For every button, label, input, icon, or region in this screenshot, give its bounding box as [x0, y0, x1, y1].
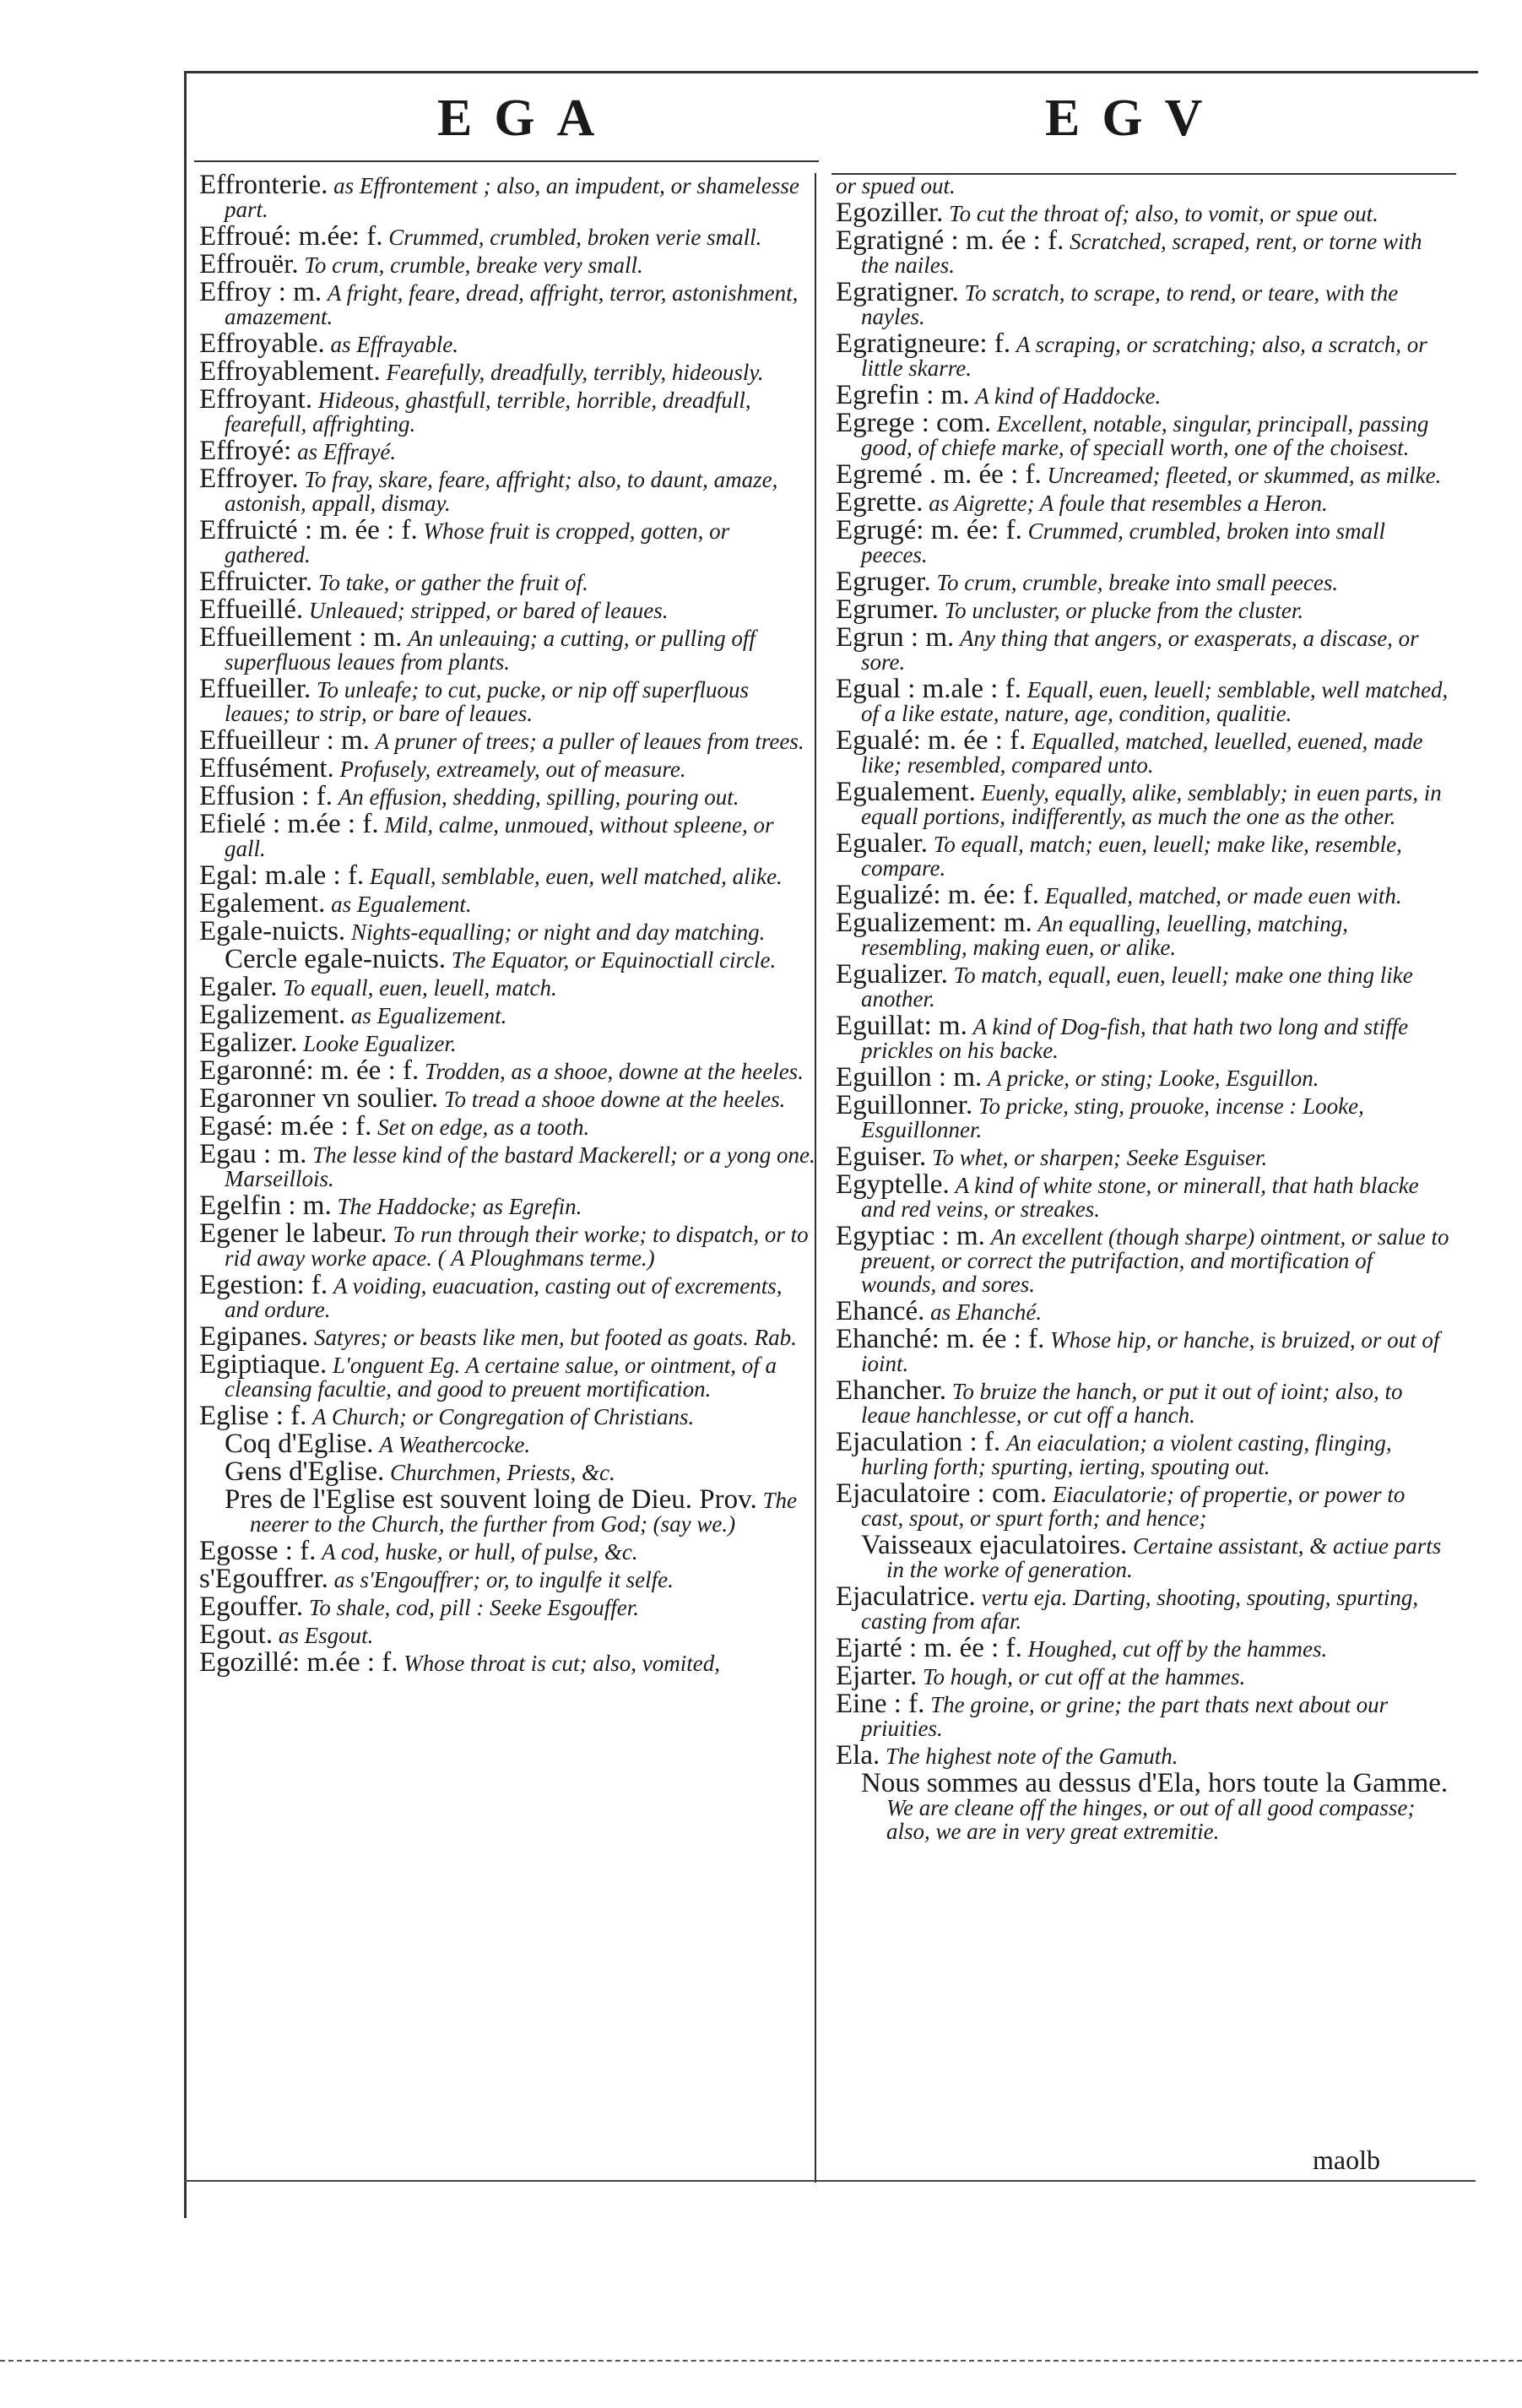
entry-headword: Ehanché: m. ée : f. [836, 1324, 1045, 1354]
dictionary-entry [836, 567, 1452, 597]
dictionary-entry [836, 277, 1452, 329]
dictionary-entry [199, 277, 815, 329]
dictionary-entry [199, 1000, 815, 1030]
entry-definition: Looke Egualizer. [303, 1031, 457, 1056]
entry-definition: An effusion, shedding, spilling, pouring out. [338, 784, 739, 810]
dictionary-entry [199, 1564, 815, 1594]
entry-definition: To equall, euen, leuell, match. [283, 975, 557, 1001]
dictionary-entry [199, 781, 815, 811]
entry-definition: Uncreamed; fleeted, or skummed, as milke. [1047, 463, 1442, 488]
entry-headword: Effusément. [199, 753, 334, 784]
entry-definition: The highest note of the Gamuth. [885, 1744, 1178, 1769]
entry-headword: Egaronné: m. ée : f. [199, 1055, 420, 1086]
entry-definition: To run through their worke; to dispatch, or to rid away worke apace. ( A Ploughmans terme.) [225, 1222, 809, 1271]
dictionary-entry [199, 916, 815, 946]
entry-definition: Equall, euen, leuell; semblable, well matched, of a like estate, nature, age, condition, qualitie. [861, 677, 1449, 726]
left-column [199, 173, 815, 2174]
entry-definition: A voiding, euacuation, casting out of excrements, and ordure. [225, 1273, 783, 1322]
entry-headword: Eglise : f. [199, 1401, 307, 1431]
entry-definition: Fearefully, dreadfully, terribly, hideously. [386, 360, 764, 385]
dictionary-entry [199, 1619, 815, 1650]
entry-definition: To hough, or cut off at the hammes. [922, 1664, 1246, 1689]
entry-definition: A kind of white stone, or minerall, that hath blacke and red veins, or streakes. [861, 1173, 1419, 1222]
entry-definition: To cut the throat of; also, to vomit, or spue out. [949, 201, 1378, 226]
entry-definition: Nights-equalling; or night and day matching. [350, 919, 766, 945]
dictionary-entry [199, 1055, 815, 1086]
dictionary-entry [836, 1142, 1452, 1172]
dictionary-entry [836, 1581, 1452, 1634]
dictionary-entry [836, 828, 1452, 881]
dictionary-entry [199, 944, 815, 974]
entry-definition: L'onguent Eg. A certaine salue, or ointment, of a cleansing facultie, and good to preuent mortification. [225, 1353, 777, 1402]
entry-headword: Effroué: m.ée: f. [199, 221, 383, 252]
entry-headword: Egualer. [836, 828, 929, 859]
entry-headword: Egalement. [199, 888, 326, 919]
entry-definition: Profusely, extreamely, out of measure. [339, 757, 686, 782]
entry-definition: A kind of Haddocke. [975, 383, 1162, 409]
entry-headword: Egualé: m. ée : f. [836, 725, 1026, 756]
entry-headword: Ejaculatrice. [836, 1581, 976, 1612]
entry-definition: Hideous, ghastfull, terrible, horrible, dreadfull, fearefull, affrighting. [225, 388, 751, 437]
dictionary-entry [199, 972, 815, 1002]
dictionary-entry [836, 1090, 1452, 1142]
entry-headword: Effroyer. [199, 464, 299, 494]
entry-definition: An excellent (though sharpe) ointment, or salue to preuent, or correct the putrifaction, and mortification of wounds, and sores. [861, 1224, 1449, 1297]
entry-headword: Egyptelle. [836, 1169, 950, 1200]
dictionary-entry [836, 1633, 1452, 1663]
dictionary-entry [199, 1028, 815, 1058]
entry-headword: Egrun : m. [836, 622, 955, 653]
dictionary-entry [836, 1169, 1452, 1222]
entry-headword: Gens d'Eglise. [225, 1456, 385, 1487]
dictionary-entry [199, 356, 815, 387]
dictionary-entry [836, 959, 1452, 1011]
entry-headword: Egal: m.ale : f. [199, 860, 365, 891]
entry-headword: s'Egouffrer. [199, 1564, 328, 1594]
entry-definition: To take, or gather the fruit of. [317, 570, 588, 595]
dictionary-entry [199, 888, 815, 919]
dictionary-entry [199, 1401, 815, 1431]
entry-headword: Egyptiac : m. [836, 1221, 985, 1251]
entry-definition: A Weathercocke. [379, 1432, 531, 1457]
entry-definition: The lesse kind of the bastard Mackerell; or a yong one. Marseillois. [225, 1142, 815, 1191]
entry-headword: Egau : m. [199, 1139, 307, 1169]
entry-definition: An unleauing; a cutting, or pulling off superfluous leaues from plants. [225, 626, 756, 675]
dictionary-entry [836, 515, 1452, 567]
dictionary-entry [199, 173, 815, 221]
entry-definition: Any thing that angers, or exasperats, a discase, or sore. [861, 626, 1419, 675]
entry-headword: Egaronner vn soulier. [199, 1083, 439, 1114]
entry-definition: A pruner of trees; a puller of leaues from trees. [375, 729, 804, 754]
header-right: EGV [1045, 89, 1225, 147]
dictionary-entry [836, 328, 1452, 381]
entry-definition: Whose hip, or hanche, is bruized, or out of ioint. [861, 1327, 1440, 1376]
entry-headword: Egremé . m. ée : f. [836, 459, 1042, 490]
dictionary-entry [199, 328, 815, 359]
dictionary-entry [199, 436, 815, 466]
entry-headword: Nous sommes au dessus d'Ela, hors toute la Gamme. [861, 1768, 1449, 1798]
entry-definition: To bruize the hanch, or put it out of ioint; also, to leaue hanchlesse, or cut off a hanch. [861, 1379, 1403, 1428]
dictionary-entry [199, 594, 815, 625]
entry-headword: Ejaculation : f. [836, 1427, 1001, 1457]
entry-definition: Churchmen, Priests, &c. [390, 1460, 615, 1485]
dictionary-entry [836, 622, 1452, 675]
entry-definition: A Church; or Congregation of Christians. [312, 1404, 695, 1429]
dictionary-entry [836, 408, 1452, 460]
entry-headword: Egrumer. [836, 594, 939, 625]
entry-headword: Ela. [836, 1740, 880, 1771]
entry-headword: Egual : m.ale : f. [836, 674, 1021, 704]
entry-definition: To uncluster, or plucke from the cluster. [944, 598, 1304, 623]
page-edge-marks [0, 2360, 1522, 2365]
entry-definition: Scratched, scraped, rent, or torne with the nailes. [861, 229, 1422, 278]
dictionary-entry [199, 1083, 815, 1114]
dictionary-entry [836, 225, 1452, 278]
entry-headword: Effronterie. [199, 173, 328, 200]
entry-definition: as Egualement. [331, 892, 472, 917]
dictionary-entry [199, 1429, 815, 1459]
entry-definition: A scraping, or scratching; also, a scratch, or little skarre. [861, 332, 1427, 381]
dictionary-entry [199, 860, 815, 891]
entry-definition: Equalled, matched, or made euen with. [1044, 883, 1402, 908]
entry-headword: Effueiller. [199, 674, 311, 704]
entry-definition: To crum, crumble, breake very small. [304, 252, 643, 278]
entry-headword: Egasé: m.ée : f. [199, 1111, 372, 1142]
dictionary-entry [199, 809, 815, 861]
dictionary-entry [199, 1456, 815, 1487]
dictionary-entry [199, 567, 815, 597]
entry-headword: Effruicter. [199, 567, 313, 597]
entry-headword: Egratigner. [836, 277, 959, 307]
entry-headword: Egouffer. [199, 1592, 304, 1622]
dictionary-entry [836, 198, 1452, 228]
dictionary-entry [199, 249, 815, 279]
entry-definition: To whet, or sharpen; Seeke Esguiser. [931, 1145, 1268, 1170]
entry-definition: The Equator, or Equinoctiall circle. [451, 947, 777, 973]
entry-definition: Crummed, crumbled, broken into small peeces. [861, 518, 1386, 567]
entry-headword: Egipanes. [199, 1321, 309, 1352]
dictionary-entry [836, 674, 1452, 726]
entry-definition: To match, equall, euen, leuell; make one thing like another. [861, 963, 1413, 1011]
dictionary-entry [199, 1349, 815, 1402]
entry-headword: Egozillé: m.ée : f. [199, 1647, 398, 1678]
entry-headword: Egualizement: m. [836, 908, 1032, 938]
entry-definition: Eiaculatorie; of propertie, or power to cast, spout, or spurt forth; and hence; [861, 1482, 1406, 1531]
dictionary-entry [836, 459, 1452, 490]
entry-definition: Unleaued; stripped, or bared of leaues. [308, 598, 669, 623]
header-rule-left [194, 160, 819, 162]
entry-headword: Effroyant. [199, 384, 313, 415]
dictionary-entry [836, 725, 1452, 778]
dictionary-entry [199, 1592, 815, 1622]
entry-headword: Egener le labeur. [199, 1218, 387, 1249]
entry-headword: Eguiser. [836, 1142, 927, 1172]
dictionary-entry [836, 1478, 1452, 1531]
entry-definition: as Ehanché. [930, 1299, 1043, 1325]
entry-headword: Egalizement. [199, 1000, 346, 1030]
entry-definition: To crum, crumble, breake into small peeces. [936, 570, 1339, 595]
entry-headword: Egale-nuicts. [199, 916, 346, 946]
dictionary-entry [836, 487, 1452, 518]
entry-definition: A pricke, or sting; Looke, Esguillon. [988, 1066, 1319, 1091]
entry-headword: Vaisseaux ejaculatoires. [861, 1530, 1128, 1560]
entry-headword: Egalizer. [199, 1028, 298, 1058]
entry-definition: Certaine assistant, & actiue parts in the worke of generation. [886, 1533, 1442, 1582]
entry-definition: as Effrayé. [297, 439, 397, 464]
entry-definition: Mild, calme, unmoued, without spleene, or gall. [225, 812, 774, 861]
entry-definition: The groine, or grine; the part thats next about our priuities. [861, 1692, 1389, 1741]
entry-definition: as Egualizement. [350, 1003, 507, 1028]
entry-definition: Whose throat is cut; also, vomited, [404, 1651, 720, 1676]
entry-headword: Egualizer. [836, 959, 948, 990]
dictionary-entry [199, 1190, 815, 1221]
entry-definition: as Effrontement ; also, an impudent, or shamelesse part. [225, 173, 799, 222]
entry-headword: Egratigneure: f. [836, 328, 1011, 359]
entry-definition: Equall, semblable, euen, well matched, alike. [369, 864, 783, 889]
entry-headword: Eguillat: m. [836, 1011, 967, 1041]
dictionary-entry [836, 1375, 1452, 1428]
dictionary-entry [199, 1139, 815, 1191]
entry-definition: or spued out. [836, 173, 956, 198]
entry-headword: Egruger. [836, 567, 931, 597]
dictionary-entry [836, 1221, 1452, 1297]
entry-definition: The Haddocke; as Egrefin. [337, 1194, 582, 1219]
entry-headword: Effusion : f. [199, 781, 333, 811]
catchword: maolb [1313, 2145, 1380, 2175]
entry-definition: Set on edge, as a tooth. [377, 1115, 590, 1140]
entry-headword: Egoziller. [836, 198, 944, 228]
dictionary-entry [199, 1270, 815, 1322]
entry-headword: Effroyé: [199, 436, 292, 466]
entry-headword: Effueillement : m. [199, 622, 403, 653]
entry-headword: Egrugé: m. ée: f. [836, 515, 1022, 545]
entry-headword: Egaler. [199, 972, 278, 1002]
dictionary-entry [836, 1740, 1452, 1771]
dictionary-entry [836, 1661, 1452, 1691]
entry-headword: Ehancé. [836, 1296, 925, 1326]
entry-definition: as Effrayable. [330, 332, 458, 357]
entry-definition: Excellent, notable, singular, principall, passing good, of chiefe marke, of speciall worth, one of the choisest. [861, 411, 1429, 460]
entry-headword: Egestion: f. [199, 1270, 328, 1300]
entry-headword: Ehancher. [836, 1375, 947, 1406]
entry-headword: Egout. [199, 1619, 274, 1650]
dictionary-entry [199, 1218, 815, 1271]
dictionary-entry [199, 725, 815, 756]
dictionary-entry [836, 777, 1452, 829]
entry-headword: Effueilleur : m. [199, 725, 370, 756]
entry-headword: Coq d'Eglise. [225, 1429, 374, 1459]
entry-definition: Whose fruit is cropped, gotten, or gathered. [225, 518, 730, 567]
dictionary-entry [836, 1324, 1452, 1376]
entry-headword: Effueillé. [199, 594, 304, 625]
dictionary-entry [199, 464, 815, 516]
entry-headword: Effrouër. [199, 249, 299, 279]
entry-headword: Effruicté : m. ée : f. [199, 515, 418, 545]
dictionary-entry [199, 384, 815, 437]
entry-headword: Ejaculatoire : com. [836, 1478, 1048, 1509]
entry-definition: We are cleane off the hinges, or out of all good compasse; also, we are in very great extremitie. [886, 1795, 1416, 1844]
entry-headword: Eguillon : m. [836, 1062, 983, 1093]
entry-definition: To unleafe; to cut, pucke, or nip off superfluous leaues; to strip, or bare of leaues. [225, 677, 749, 726]
dictionary-entry [199, 1111, 815, 1142]
entry-definition: To equall, match; euen, leuell; make like, resemble, compare. [861, 832, 1402, 881]
entry-definition: vertu eja. Darting, shooting, spouting, spurting, casting from afar. [861, 1585, 1419, 1634]
entry-headword: Eguillonner. [836, 1090, 973, 1120]
entry-definition: To fray, skare, feare, affright; also, to daunt, amaze, astonish, appall, dismay. [225, 467, 778, 516]
entry-headword: Egrefin : m. [836, 380, 970, 410]
entry-headword: Eine : f. [836, 1689, 925, 1719]
entry-definition: An equalling, leuelling, matching, resembling, making euen, or alike. [861, 911, 1348, 960]
entry-definition: To shale, cod, pill : Seeke Esgouffer. [308, 1595, 640, 1620]
entry-headword: Egualement. [836, 777, 976, 807]
entry-headword: Efielé : m.ée : f. [199, 809, 379, 839]
bottom-rule [184, 2180, 1476, 2182]
dictionary-entry [199, 1484, 815, 1537]
entry-headword: Egelfin : m. [199, 1190, 332, 1221]
dictionary-entry [199, 753, 815, 784]
entry-definition: Crummed, crumbled, broken verie small. [388, 225, 762, 250]
entry-headword: Effroyablement. [199, 356, 381, 387]
entry-definition: Euenly, equally, alike, semblably; in euen parts, in equall portions, indifferently, as much the one as the other. [861, 780, 1442, 829]
entry-headword: Ejarté : m. ée : f. [836, 1633, 1022, 1663]
dictionary-entry [836, 594, 1452, 625]
entry-headword: Effroy : m. [199, 277, 322, 307]
entry-headword: Pres de l'Eglise est souvent loing de Dieu. Prov. [225, 1484, 757, 1515]
dictionary-entry [199, 622, 815, 675]
entry-definition: The neerer to the Church, the further from God; (say we.) [250, 1488, 797, 1537]
dictionary-entry [836, 173, 1452, 198]
dictionary-entry [199, 1647, 815, 1678]
entry-definition: Trodden, as a shooe, downe at the heeles. [424, 1059, 804, 1084]
dictionary-entry [199, 1536, 815, 1566]
dictionary-entry [836, 1011, 1452, 1063]
entry-definition: Satyres; or beasts like men, but footed as goats. Rab. [313, 1325, 797, 1350]
entry-definition: A cod, huske, or hull, of pulse, &c. [322, 1539, 638, 1565]
entry-headword: Egualizé: m. ée: f. [836, 880, 1039, 910]
dictionary-entry [836, 908, 1452, 960]
running-header [184, 89, 1476, 165]
entry-definition: To pricke, sting, prouoke, incense : Looke, Esguillonner. [861, 1093, 1364, 1142]
header-left: EGA [437, 89, 617, 147]
dictionary-entry [836, 380, 1452, 410]
dictionary-entry [836, 1530, 1452, 1582]
dictionary-entry [836, 1296, 1452, 1326]
dictionary-entry [836, 880, 1452, 910]
entry-headword: Effroyable. [199, 328, 325, 359]
right-column [836, 173, 1452, 2174]
dictionary-entry [199, 515, 815, 567]
dictionary-entry [836, 1768, 1452, 1844]
entry-headword: Egosse : f. [199, 1536, 317, 1566]
entry-headword: Ejarter. [836, 1661, 918, 1691]
entry-headword: Egrette. [836, 487, 923, 518]
entry-definition: Equalled, matched, leuelled, euened, made like; resembled, compared unto. [861, 729, 1423, 778]
dictionary-entry [199, 1321, 815, 1352]
entry-definition: as s'Engouffrer; or, to ingulfe it selfe. [333, 1567, 674, 1592]
dictionary-entry [199, 221, 815, 252]
entry-headword: Egiptiaque. [199, 1349, 328, 1380]
dictionary-entry [836, 1689, 1452, 1741]
dictionary-entry [199, 674, 815, 726]
entry-definition: An eiaculation; a violent casting, flinging, hurling forth; spurting, ierting, spouting out. [861, 1430, 1392, 1479]
entry-headword: Egrege : com. [836, 408, 992, 438]
entry-definition: A kind of Dog-fish, that hath two long and stiffe prickles on his backe. [861, 1014, 1409, 1063]
entry-headword: Cercle egale-nuicts. [225, 944, 447, 974]
dictionary-entry [836, 1427, 1452, 1479]
entry-definition: To tread a shooe downe at the heeles. [443, 1087, 786, 1112]
entry-headword: Egratigné : m. ée : f. [836, 225, 1064, 256]
dictionary-entry [836, 1062, 1452, 1093]
entry-definition: as Esgout. [278, 1623, 374, 1648]
entry-definition: A fright, feare, dread, affright, terror, astonishment, amazement. [225, 280, 799, 329]
entry-definition: Houghed, cut off by the hammes. [1027, 1636, 1328, 1662]
entry-definition: To scratch, to scrape, to rend, or teare, with the nayles. [861, 280, 1399, 329]
entry-definition: as Aigrette; A foule that resembles a Heron. [929, 491, 1328, 516]
